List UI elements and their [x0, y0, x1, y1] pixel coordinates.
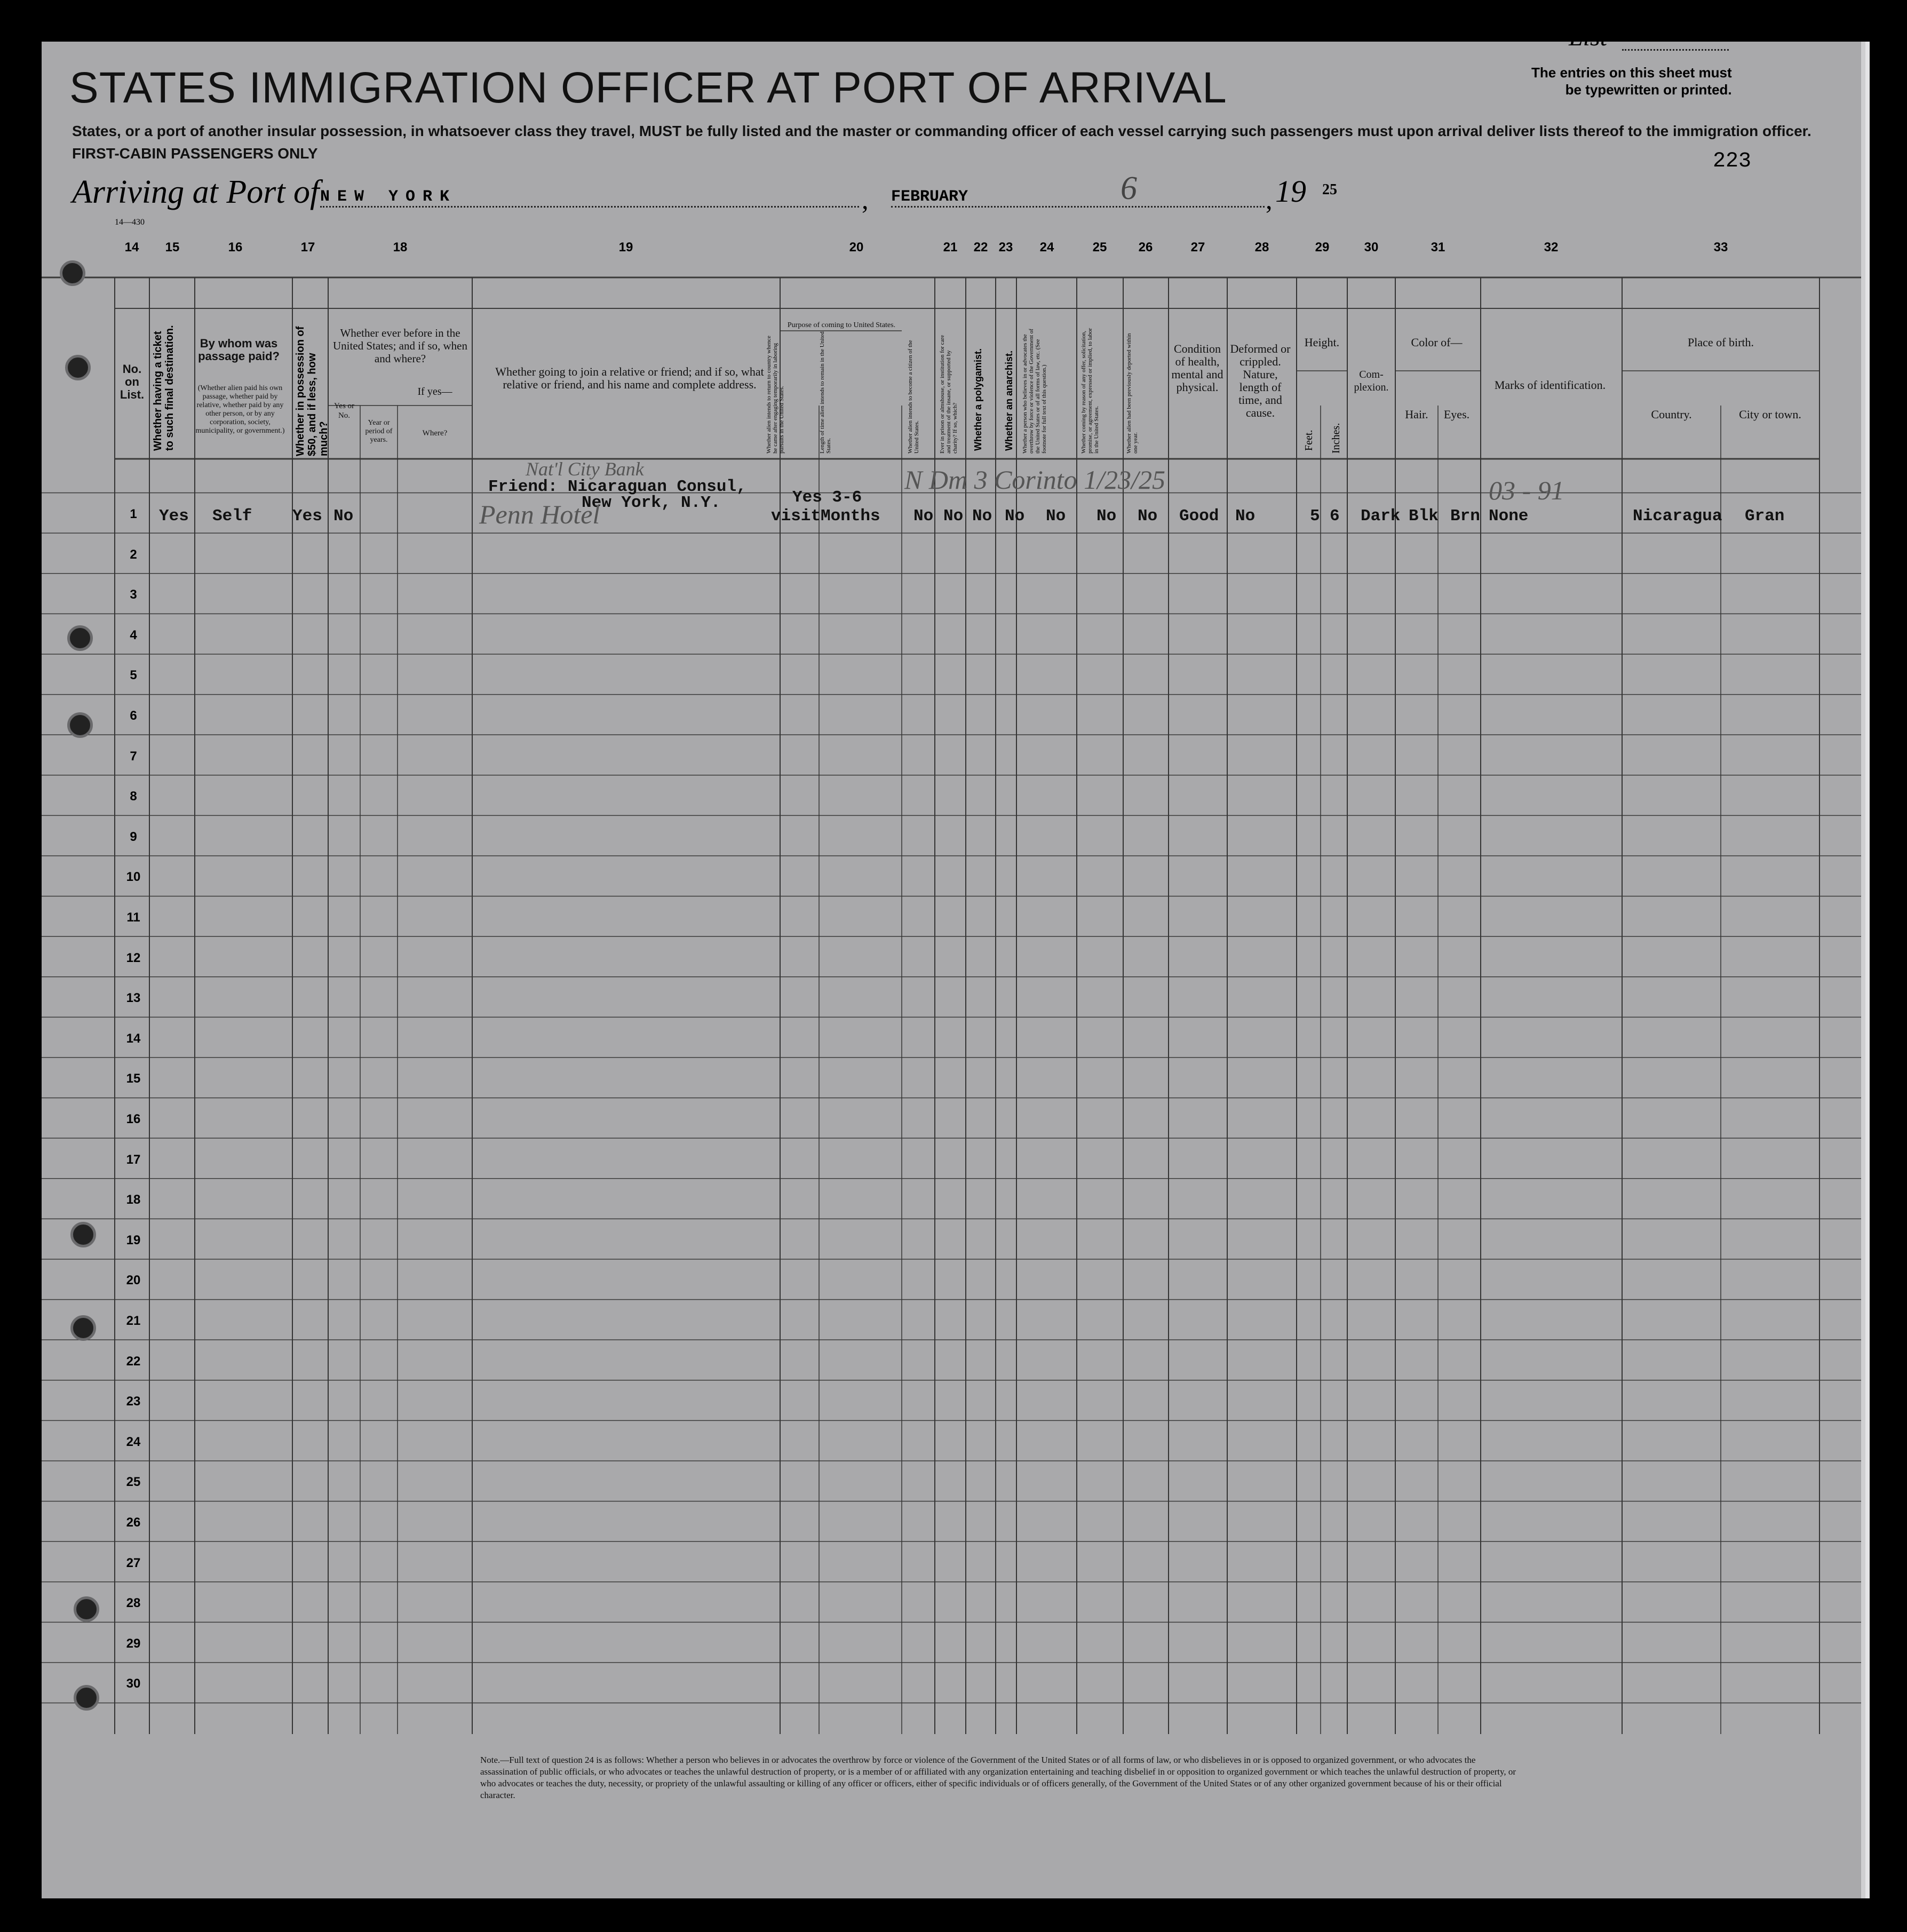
- header-offer: Whether coming by reason of any offer, solicitation, promise, or agreement, expressed or implied, to labor in the United States.: [1080, 328, 1100, 454]
- row-number: 7: [130, 749, 137, 764]
- row-number: 21: [126, 1314, 141, 1328]
- row-number: 19: [126, 1233, 141, 1247]
- footnote: Note.—Full text of question 24 is as follows: Whether a person who believes in or advocates the overthrow by force or violence of the Government of the United States or of all forms of law, or who disbelieves in or is opposed to organized government, or who advocates the assassination of public officials, or who advocates or teaches the unlawful destruction of property, or is a member of or affiliated with any organization entertaining and teaching disbelief in or opposition to organized government or which teaches the unlawful destruction of property, or who advocates or teaches the duty, necessity, or propriety of the unlawful assaulting or killing of any officer or officers, either of specific individuals or of officers generally, of the Government of the United States or of any other organized government because of his or their official character.: [480, 1755, 1516, 1800]
- entry-deported: No: [1138, 507, 1158, 526]
- punch-hole: [70, 1222, 96, 1247]
- punch-hole: [60, 260, 85, 286]
- header-country: Country.: [1651, 408, 1692, 421]
- row-number: 26: [126, 1515, 141, 1530]
- header-anarchist: Whether an anarchist.: [1004, 350, 1014, 451]
- entry-note: [1531, 64, 1732, 98]
- header-health: Condition of health, mental and physical.: [1171, 342, 1223, 394]
- column-number: 31: [1431, 240, 1445, 255]
- row-number: 14: [126, 1031, 141, 1046]
- column-number: 30: [1364, 240, 1379, 255]
- entry-complexion: Dark: [1361, 507, 1401, 526]
- column-number: 26: [1138, 240, 1153, 255]
- entry-note-line2: be typewritten or printed.: [1565, 82, 1732, 98]
- header-no-on-list: No. on List.: [120, 362, 145, 401]
- column-number: 18: [393, 240, 408, 255]
- entry-hand-marks: 03 - 91: [1489, 475, 1564, 505]
- header-eyes: Eyes.: [1443, 408, 1470, 421]
- row-number: 24: [126, 1434, 141, 1449]
- entry-note-line1: The entries on this sheet must: [1531, 65, 1732, 81]
- row-number: 29: [126, 1636, 141, 1651]
- column-number: 29: [1315, 240, 1330, 255]
- comma: ,: [1266, 185, 1273, 214]
- column-number: 33: [1713, 240, 1728, 255]
- list-label: List: [1569, 23, 1608, 51]
- row-number: 27: [126, 1555, 141, 1570]
- header-complexion: Com-plexion.: [1354, 369, 1389, 393]
- entry-joining-2: New York, N.Y.: [582, 494, 721, 512]
- header-passage: By whom was passage paid?: [198, 337, 280, 363]
- row-number: 3: [130, 587, 137, 602]
- row-number: 4: [130, 627, 137, 642]
- month-field: FEBRUARY: [891, 188, 1265, 208]
- intro-text: States, or a port of another insular possession, in whatsoever class they travel, MUST be fully listed and the master or commanding officer of each vessel carrying such passengers must upon arrival deliver lists thereof to the immigration officer.: [72, 123, 1811, 139]
- row-number: 23: [126, 1394, 141, 1409]
- header-city: City or town.: [1739, 408, 1801, 421]
- row-number: 1: [130, 507, 137, 521]
- punch-hole: [67, 712, 93, 738]
- arriving-label: Arriving at Port of: [72, 174, 320, 210]
- header-purpose-citizen: Whether alien intends to become a citizen of the United States.: [907, 340, 920, 454]
- entry-city: Gran: [1745, 507, 1785, 526]
- header-marks: Marks of identification.: [1494, 378, 1606, 392]
- column-number: 25: [1092, 240, 1107, 255]
- header-purpose-return: Whether alien intends to return to country whence he came after engaging temporarily in laboring pursuits in the United States.: [766, 336, 785, 454]
- column-number: 28: [1254, 240, 1269, 255]
- row-number: 5: [130, 668, 137, 683]
- entry-marks: None: [1489, 507, 1529, 526]
- header-hair: Hair.: [1405, 408, 1428, 421]
- entry-passage: Self: [212, 507, 252, 526]
- year-prefix: 19: [1275, 174, 1306, 209]
- entry-health: Good: [1179, 507, 1219, 526]
- column-number: 20: [849, 240, 864, 255]
- entry-joining-1: Friend: Nicaraguan Consul,: [488, 478, 746, 496]
- row-number: 22: [126, 1354, 141, 1369]
- row-number: 15: [126, 1071, 141, 1086]
- port-field: NEW YORK: [320, 188, 859, 208]
- entry-inches: 6: [1330, 507, 1340, 526]
- column-number: 27: [1190, 240, 1205, 255]
- row-number: 9: [130, 829, 137, 844]
- punch-hole: [74, 1596, 99, 1622]
- row-number: 2: [130, 547, 137, 562]
- entry-offer: No: [1096, 507, 1117, 526]
- column-number: 17: [300, 240, 315, 255]
- header-polygamist: Whether a polygamist.: [973, 348, 983, 451]
- entry-purpose-1: Yes 3-6: [792, 488, 862, 507]
- entry-citizen: No: [913, 507, 934, 526]
- entry-hair: Blk: [1409, 507, 1439, 526]
- form-code: 14—430: [115, 218, 145, 227]
- entry-before: No: [333, 507, 354, 526]
- entry-country: Nicaragua: [1633, 507, 1722, 526]
- entry-prison: No: [943, 507, 964, 526]
- year-suffix: 25: [1322, 181, 1337, 198]
- row-number: 13: [126, 991, 141, 1006]
- entry-eyes: Brn: [1450, 507, 1480, 526]
- header-before: Whether ever before in the United States; and if so, when and where?: [333, 327, 467, 365]
- punch-hole: [70, 1315, 96, 1341]
- row-number: 18: [126, 1192, 141, 1207]
- header-purpose-length: Length of time alien intends to remain in the United States.: [819, 331, 832, 454]
- header-height: Height.: [1304, 336, 1340, 349]
- entry-feet: 5: [1310, 507, 1320, 526]
- page-title: STATES IMMIGRATION OFFICER AT PORT OF ARRIVAL: [69, 63, 1227, 112]
- list-number: 1: [1622, 22, 1729, 51]
- column-number: 15: [165, 240, 180, 255]
- header-joining: Whether going to join a relative or friend; and if so, what relative or friend, and his name and complete address.: [495, 365, 764, 391]
- column-number: 16: [228, 240, 243, 255]
- header-prison: Ever in prison or almshouse, or institution for care and treatment of the insane, or supported by charity? If so, which?: [939, 335, 958, 454]
- row-number: 10: [126, 870, 141, 885]
- column-number: 23: [998, 240, 1013, 255]
- column-number: 14: [124, 240, 139, 255]
- header-deformed: Deformed or crippled. Nature, length of time, and cause.: [1230, 342, 1291, 419]
- entry-overthrow: No: [1046, 507, 1066, 526]
- row-number: 20: [126, 1273, 141, 1288]
- punch-hole: [67, 625, 93, 651]
- row-number: 25: [126, 1475, 141, 1490]
- class-text: FIRST-CABIN PASSENGERS ONLY: [72, 145, 318, 162]
- header-passage-note: (Whether alien paid his own passage, whether paid by relative, whether paid by any other person, or by any corporation, society, municipality, or government.): [195, 384, 285, 435]
- column-number: 24: [1039, 240, 1054, 255]
- row-number: 12: [126, 950, 141, 965]
- entry-polygamist: No: [972, 507, 992, 526]
- entry-anarchist: No: [1005, 507, 1025, 526]
- comma: ,: [862, 185, 869, 214]
- row-number: 17: [126, 1152, 141, 1167]
- column-number: 21: [943, 240, 958, 255]
- entry-hand-address: Penn Hotel: [479, 499, 600, 529]
- row-number: 16: [126, 1112, 141, 1126]
- header-color: Color of—: [1411, 336, 1463, 349]
- row-number: 8: [130, 789, 137, 804]
- header-yes-no: Yes or No.: [333, 402, 355, 420]
- row-number: 11: [126, 910, 140, 925]
- entry-purpose-2: visitMonths: [771, 507, 880, 526]
- row-number: 30: [126, 1676, 141, 1691]
- entry-fifty: Yes: [292, 507, 322, 526]
- column-number: 22: [973, 240, 988, 255]
- header-ticket: Whether having a ticket to such final destination.: [152, 325, 176, 451]
- entry-deformed: No: [1235, 507, 1256, 526]
- sheet-number: 223: [1713, 149, 1752, 173]
- punch-hole: [65, 355, 91, 380]
- punch-hole: [74, 1685, 99, 1711]
- entry-hand-annotation: N Dm 3 Corinto 1/23/25: [904, 465, 1165, 495]
- header-deported: Whether alien had been previously deported within one year.: [1126, 333, 1139, 454]
- header-overthrow: Whether a person who believes in or advocates the overthrow by force or violence of the Government of the United States or of all forms of law, etc. (See footnote for full text of this question.): [1022, 329, 1047, 454]
- header-years: Year or period of years.: [365, 419, 393, 444]
- header-fifty-dollars: Whether in possession of $50, and if less, how much?: [295, 326, 330, 456]
- header-birthplace: Place of birth.: [1687, 336, 1754, 349]
- header-feet: Feet.: [1303, 430, 1315, 451]
- header-purpose: Purpose of coming to United States.: [787, 321, 896, 329]
- column-number: 19: [618, 240, 633, 255]
- row-number: 6: [130, 709, 137, 723]
- header-inches: Inches.: [1330, 423, 1342, 454]
- day-handwritten: 6: [1121, 170, 1137, 206]
- entry-ticket: Yes: [159, 507, 189, 526]
- header-if-yes: If yes—: [417, 386, 452, 397]
- header-where: Where?: [422, 429, 448, 438]
- row-number: 28: [126, 1596, 141, 1611]
- column-number: 32: [1544, 240, 1559, 255]
- entry-hand-top: Nat'l City Bank: [526, 458, 644, 480]
